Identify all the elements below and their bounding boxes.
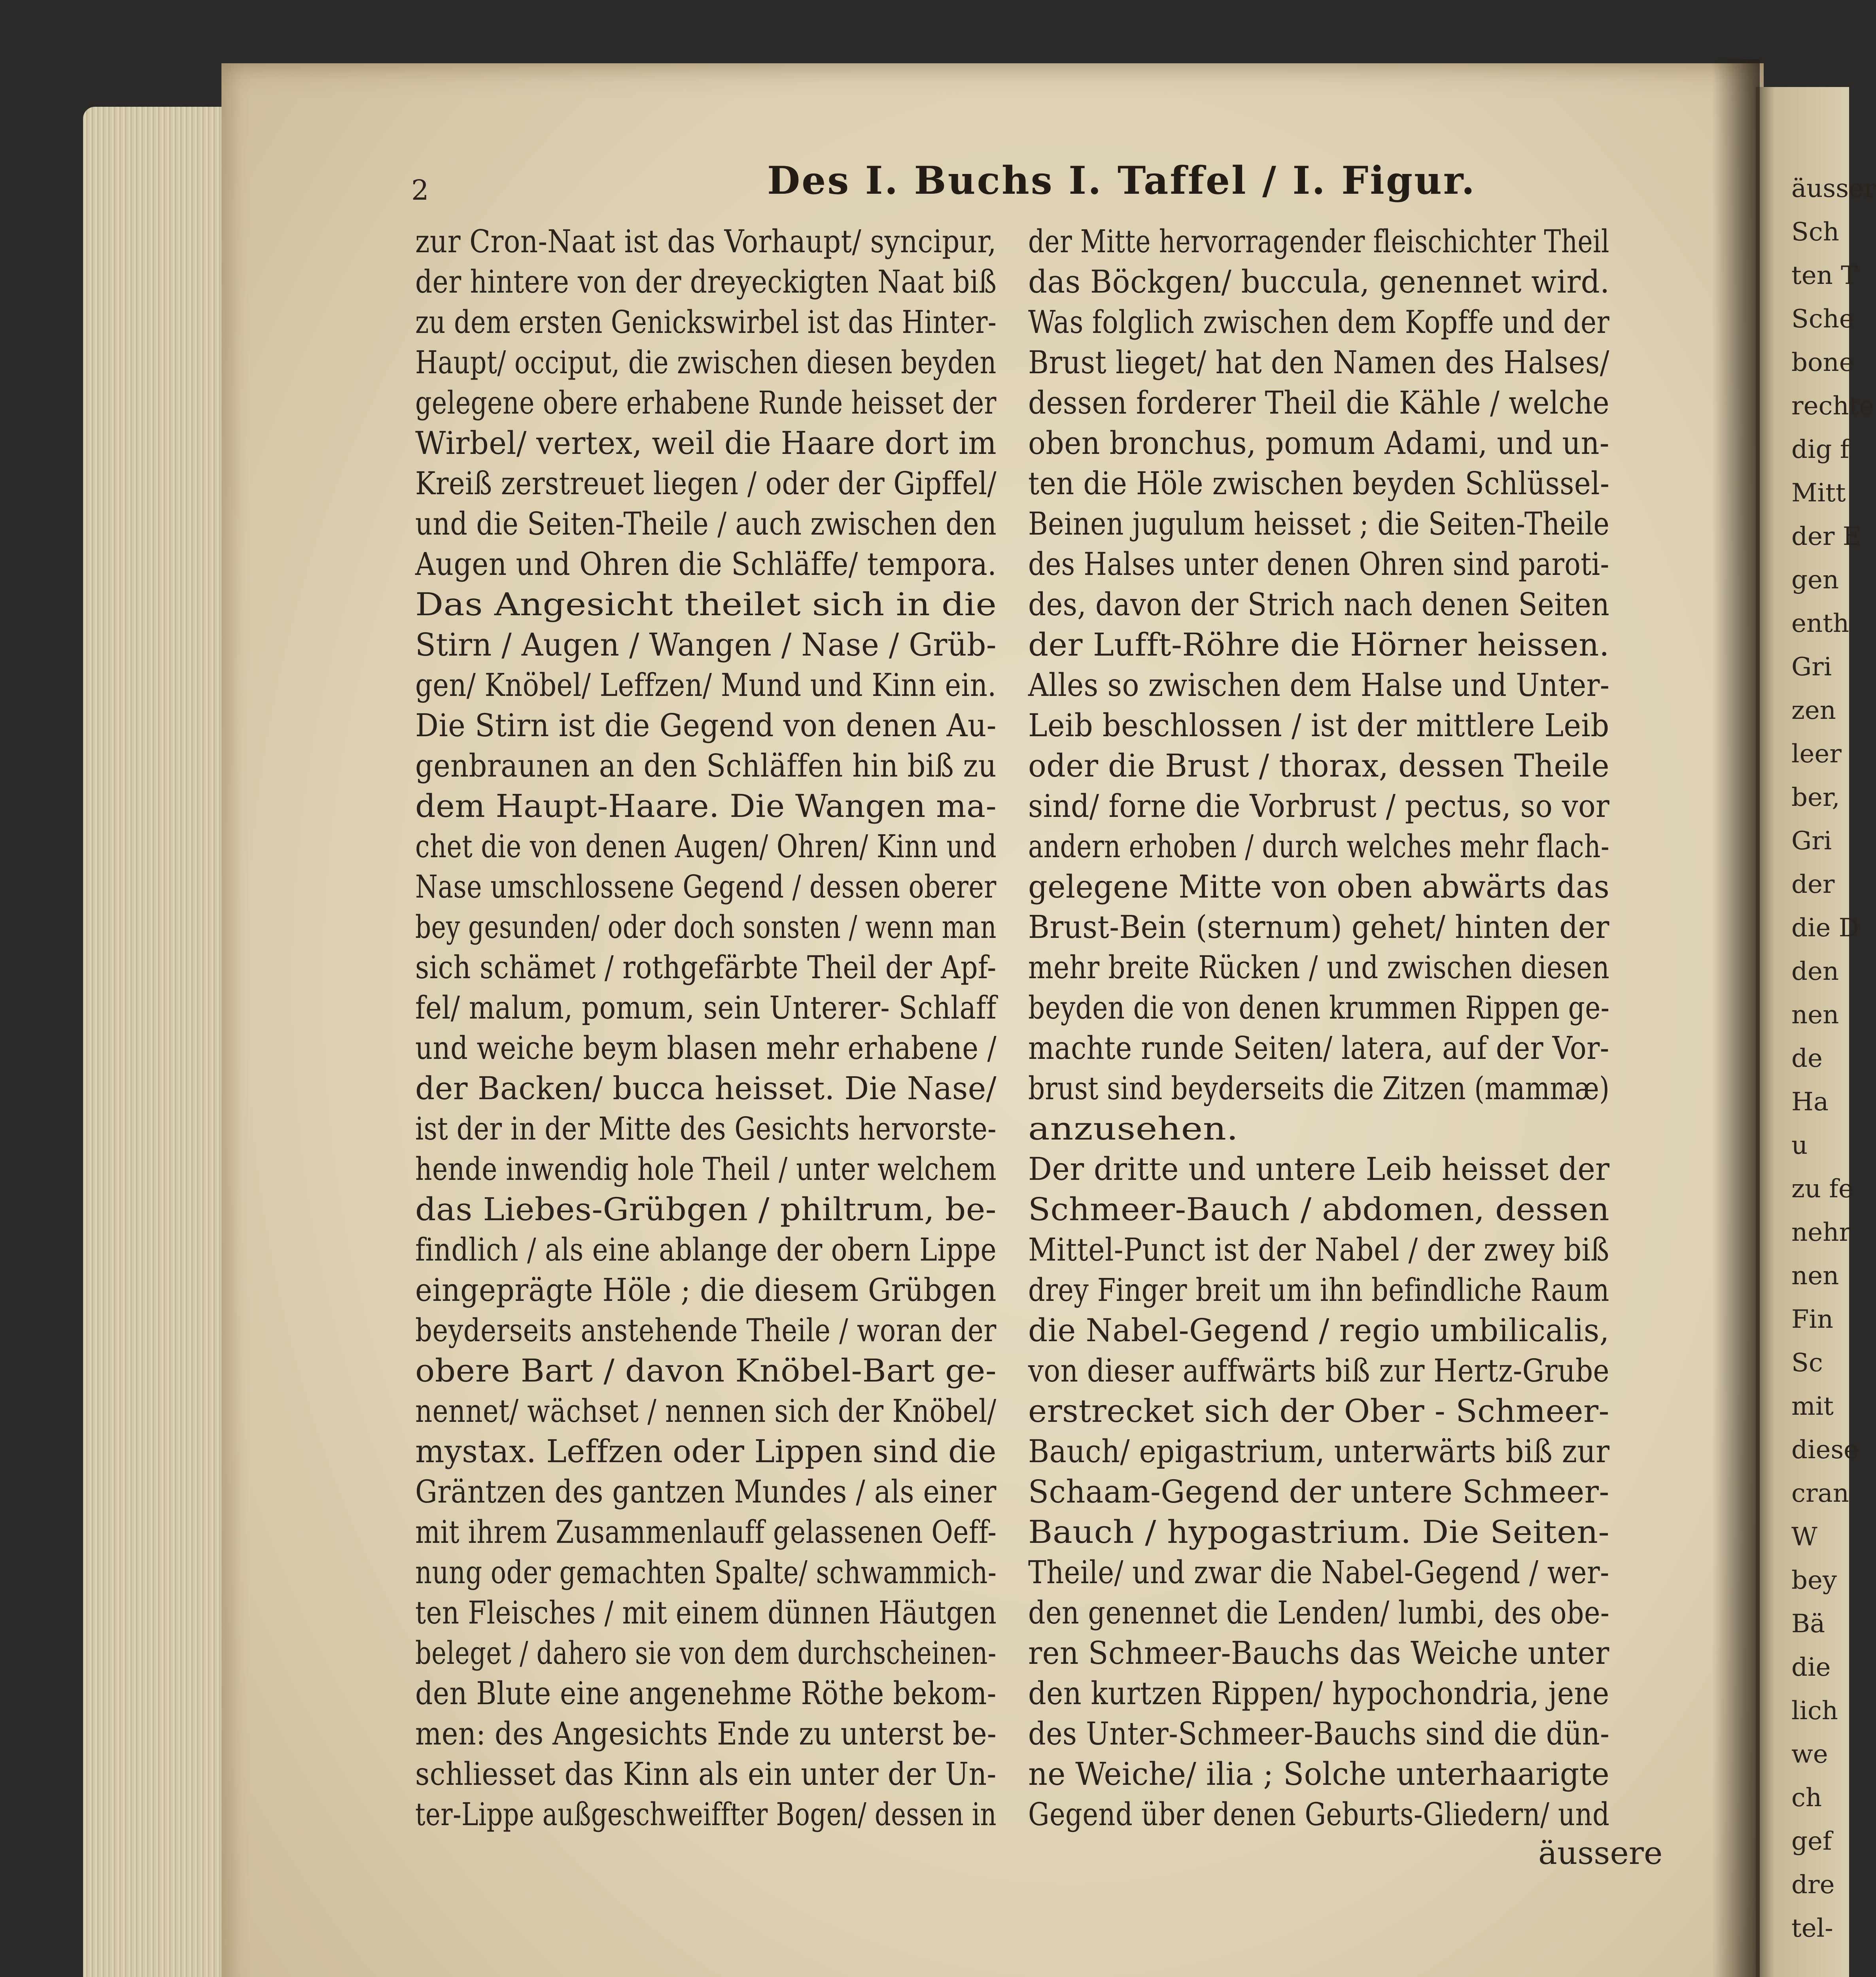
- text-line: beyderseits anstehende Theile / woran der: [415, 1312, 997, 1349]
- text-line: den genennet die Lenden/ lumbi, des obe-: [1028, 1594, 1610, 1631]
- left-column: [415, 221, 1004, 1835]
- text-line: Schaam-Gegend der untere Schmeer-: [1028, 1473, 1609, 1510]
- text-line: gen/ Knöbel/ Leffzen/ Mund und Kinn ein.: [415, 667, 997, 703]
- catchword: äussere: [1538, 1835, 1663, 1871]
- text-line: oben bronchus, pomum Adami, und un-: [1028, 425, 1609, 461]
- text-line: Die Stirn ist die Gegend von denen Au-: [415, 707, 997, 744]
- text-line: sich schämet / rothgefärbte Theil der Apf-: [415, 949, 997, 986]
- next-page-fragment: leer: [1791, 739, 1842, 769]
- text-line: des, davon der Strich nach denen Seiten: [1028, 586, 1610, 623]
- text-line: oder die Brust / thorax, dessen Theile: [1028, 747, 1609, 784]
- text-line: Das Angesicht theilet sich in die: [415, 586, 997, 623]
- next-page-fragment: ch: [1791, 1783, 1822, 1813]
- next-page-fragment: nen: [1791, 1000, 1839, 1030]
- text-line: Was folglich zwischen dem Kopffe und der: [1028, 304, 1610, 340]
- next-page-fragment: we: [1791, 1740, 1828, 1769]
- next-page-fragment: rechte: [1791, 391, 1874, 421]
- next-page-fragment: den: [1791, 957, 1839, 986]
- text-line: bey gesunden/ oder doch sonsten / wenn man: [415, 909, 997, 945]
- next-page-fragment: äusser: [1791, 174, 1876, 203]
- text-line: zu dem ersten Genickswirbel ist das Hinter-: [415, 304, 997, 340]
- next-page-fragment: diese: [1791, 1435, 1859, 1465]
- text-line: fel/ malum, pomum, sein Unterer- Schlaff: [415, 989, 997, 1026]
- text-line: sind/ forne die Vorbrust / pectus, so vor: [1028, 788, 1610, 824]
- text-line: ter-Lippe außgeschweiffter Bogen/ dessen in: [415, 1796, 997, 1833]
- next-page-fragment: der E: [1791, 522, 1861, 551]
- text-line: das Böckgen/ buccula, genennet wird.: [1028, 263, 1610, 300]
- text-line: zur Cron-Naat ist das Vorhaupt/ syncipur,: [415, 223, 997, 260]
- text-line: der Lufft-Röhre die Hörner heissen.: [1028, 626, 1609, 663]
- text-line: genbraunen an den Schläffen hin biß zu: [415, 747, 997, 784]
- text-line: eingeprägte Höle ; die diesem Grübgen: [415, 1272, 997, 1308]
- next-page-fragment: Fin: [1791, 1305, 1834, 1334]
- text-line: nung oder gemachten Spalte/ schwammich-: [415, 1554, 997, 1591]
- next-page-fragment: tel-: [1791, 1914, 1833, 1943]
- text-line: Der dritte und untere Leib heisset der: [1028, 1151, 1610, 1187]
- next-page-fragment: bone: [1791, 348, 1854, 377]
- next-page-fragment: bey: [1791, 1566, 1837, 1595]
- next-page-fragment: de: [1791, 1044, 1823, 1073]
- text-line: Schmeer-Bauch / abdomen, dessen: [1028, 1191, 1609, 1228]
- text-line: des Unter-Schmeer-Bauchs sind die dün-: [1028, 1715, 1610, 1752]
- text-line: Theile/ und zwar die Nabel-Gegend / wer-: [1028, 1554, 1609, 1591]
- text-line: ist der in der Mitte des Gesichts hervorste-: [415, 1110, 997, 1147]
- book-gutter: [1712, 59, 1760, 1977]
- next-page-fragment: dre: [1791, 1870, 1835, 1900]
- next-page-fragment: nen: [1791, 1261, 1839, 1291]
- next-page-fragment: enth: [1791, 609, 1850, 638]
- text-line: erstrecket sich der Ober - Schmeer-: [1028, 1393, 1609, 1429]
- text-line: Bauch/ epigastrium, unterwärts biß zur: [1028, 1433, 1610, 1470]
- next-page-fragment: der: [1791, 870, 1835, 899]
- next-page-fragment: mit: [1791, 1392, 1834, 1421]
- next-page-fragment: cran: [1791, 1479, 1849, 1508]
- next-page-fragment: zen: [1791, 696, 1836, 725]
- next-page-fragment: Gri: [1791, 826, 1832, 856]
- text-line: Gegend über denen Geburts-Gliedern/ und: [1028, 1796, 1610, 1833]
- next-page-fragment: ber,: [1791, 783, 1840, 812]
- next-page-fragment: ten T: [1791, 261, 1858, 290]
- text-line: nennet/ wächset / nennen sich der Knöbel/: [415, 1393, 997, 1429]
- text-line: men: des Angesichts Ende zu unterst be-: [415, 1715, 997, 1752]
- next-page-fragment: u: [1791, 1131, 1808, 1160]
- text-line: Haupt/ occiput, die zwischen diesen beyden: [415, 344, 997, 381]
- text-line: den Blute eine angenehme Röthe bekom-: [415, 1675, 997, 1712]
- text-line: Wirbel/ vertex, weil die Haare dort im: [415, 425, 997, 461]
- next-page-fragment: die: [1791, 1653, 1831, 1682]
- next-page-fragment: lich: [1791, 1696, 1838, 1726]
- next-page-fragment: Gri: [1791, 652, 1832, 682]
- text-line: Bauch / hypogastrium. Die Seiten-: [1028, 1514, 1610, 1550]
- right-column: [1028, 221, 1617, 1835]
- running-head: [411, 158, 1476, 206]
- text-line: Stirn / Augen / Wangen / Nase / Grüb-: [415, 626, 997, 663]
- text-line: beleget / dahero sie von dem durchscheinen-: [415, 1635, 997, 1671]
- text-line: chet die von denen Augen/ Ohren/ Kinn und: [415, 828, 997, 865]
- text-line: das Liebes-Grübgen / philtrum, be-: [415, 1191, 997, 1228]
- text-line: und weiche beym blasen mehr erhabene /: [415, 1030, 997, 1066]
- next-page-fragment: nehr: [1791, 1218, 1851, 1247]
- running-title: Des I. Buchs I. Taffel / I. Figur.: [767, 158, 1476, 203]
- text-line: mit ihrem Zusammenlauff gelassenen Oeff-: [415, 1514, 997, 1550]
- text-line: Gräntzen des gantzen Mundes / als einer: [415, 1473, 997, 1510]
- text-line: den kurtzen Rippen/ hypochondria, jene: [1028, 1675, 1609, 1712]
- text-line: der Mitte hervorragender fleischichter Theil: [1028, 223, 1609, 260]
- next-page-fragment: Sche: [1791, 304, 1854, 334]
- text-line: des Halses unter denen Ohren sind paroti-: [1028, 546, 1609, 582]
- next-page-fragment: die D: [1791, 913, 1859, 943]
- next-page-fragment: gef: [1791, 1827, 1832, 1856]
- text-line: brust sind beyderseits die Zitzen (mammæ): [1028, 1070, 1610, 1107]
- text-line: drey Finger breit um ihn befindliche Raum: [1028, 1272, 1609, 1308]
- text-line: dem Haupt-Haare. Die Wangen ma-: [415, 788, 997, 824]
- text-line: ten die Höle zwischen beyden Schlüssel-: [1028, 465, 1610, 502]
- text-line: gelegene obere erhabene Runde heisset der: [415, 384, 997, 421]
- text-line: Augen und Ohren die Schläffe/ tempora.: [415, 546, 997, 582]
- text-line: und die Seiten-Theile / auch zwischen den: [415, 505, 997, 542]
- text-line: Beinen jugulum heisset ; die Seiten-Theile: [1028, 505, 1610, 542]
- next-page-fragment: Mitt: [1791, 478, 1846, 508]
- text-line: ne Weiche/ ilia ; Solche unterhaarigte: [1028, 1756, 1610, 1792]
- text-line: Nase umschlossene Gegend / dessen oberer: [415, 868, 997, 905]
- text-line: gelegene Mitte von oben abwärts das: [1028, 868, 1610, 905]
- text-line: findlich / als eine ablange der obern Lippe: [415, 1231, 997, 1268]
- next-page-fragment: Sc: [1791, 1348, 1823, 1378]
- text-line: schliesset das Kinn als ein unter der Un-: [415, 1756, 997, 1792]
- next-page-fragment: Bä: [1791, 1609, 1825, 1639]
- text-line: ren Schmeer-Bauchs das Weiche unter: [1028, 1635, 1609, 1671]
- page-number: 2: [411, 174, 429, 206]
- next-page-fragment: Ha: [1791, 1087, 1829, 1117]
- text-line: machte runde Seiten/ latera, auf der Vor-: [1028, 1030, 1609, 1066]
- text-line: dessen forderer Theil die Kähle / welche: [1028, 384, 1609, 421]
- text-line: von dieser auffwärts biß zur Hertz-Grube: [1028, 1352, 1609, 1389]
- text-line: obere Bart / davon Knöbel-Bart ge-: [415, 1352, 997, 1389]
- text-line: beyden die von denen krummen Rippen ge-: [1028, 989, 1610, 1026]
- text-line: Brust lieget/ hat den Namen des Halses/: [1028, 344, 1609, 381]
- text-line: mehr breite Rücken / und zwischen diesen: [1028, 949, 1610, 986]
- text-line: anzusehen.: [1028, 1110, 1239, 1147]
- text-line: andern erhoben / durch welches mehr flach-: [1028, 828, 1610, 865]
- next-page-fragment: W: [1791, 1522, 1817, 1552]
- text-line: die Nabel-Gegend / regio umbilicalis,: [1028, 1312, 1609, 1349]
- next-page-fragment: Sch: [1791, 217, 1839, 247]
- next-page-fragment: gen: [1791, 565, 1839, 595]
- next-page-fragment: dig f: [1791, 435, 1850, 464]
- next-page-fragment: zu fe: [1791, 1174, 1853, 1204]
- text-line: hende inwendig hole Theil / unter welchem: [415, 1151, 997, 1187]
- text-line: der Backen/ bucca heisset. Die Nase/: [415, 1070, 997, 1107]
- text-line: ten Fleisches / mit einem dünnen Häutgen: [415, 1594, 997, 1631]
- text-line: Alles so zwischen dem Halse und Unter-: [1028, 667, 1610, 703]
- text-line: Leib beschlossen / ist der mittlere Leib: [1028, 707, 1609, 744]
- text-line: mystax. Leffzen oder Lippen sind die: [415, 1433, 997, 1470]
- text-line: Mittel-Punct ist der Nabel / der zwey biß: [1028, 1231, 1609, 1268]
- text-line: Kreiß zerstreuet liegen / oder der Gipffel/: [415, 465, 997, 502]
- text-line: Brust-Bein (sternum) gehet/ hinten der: [1028, 909, 1609, 945]
- text-line: der hintere von der dreyeckigten Naat biß: [415, 263, 997, 300]
